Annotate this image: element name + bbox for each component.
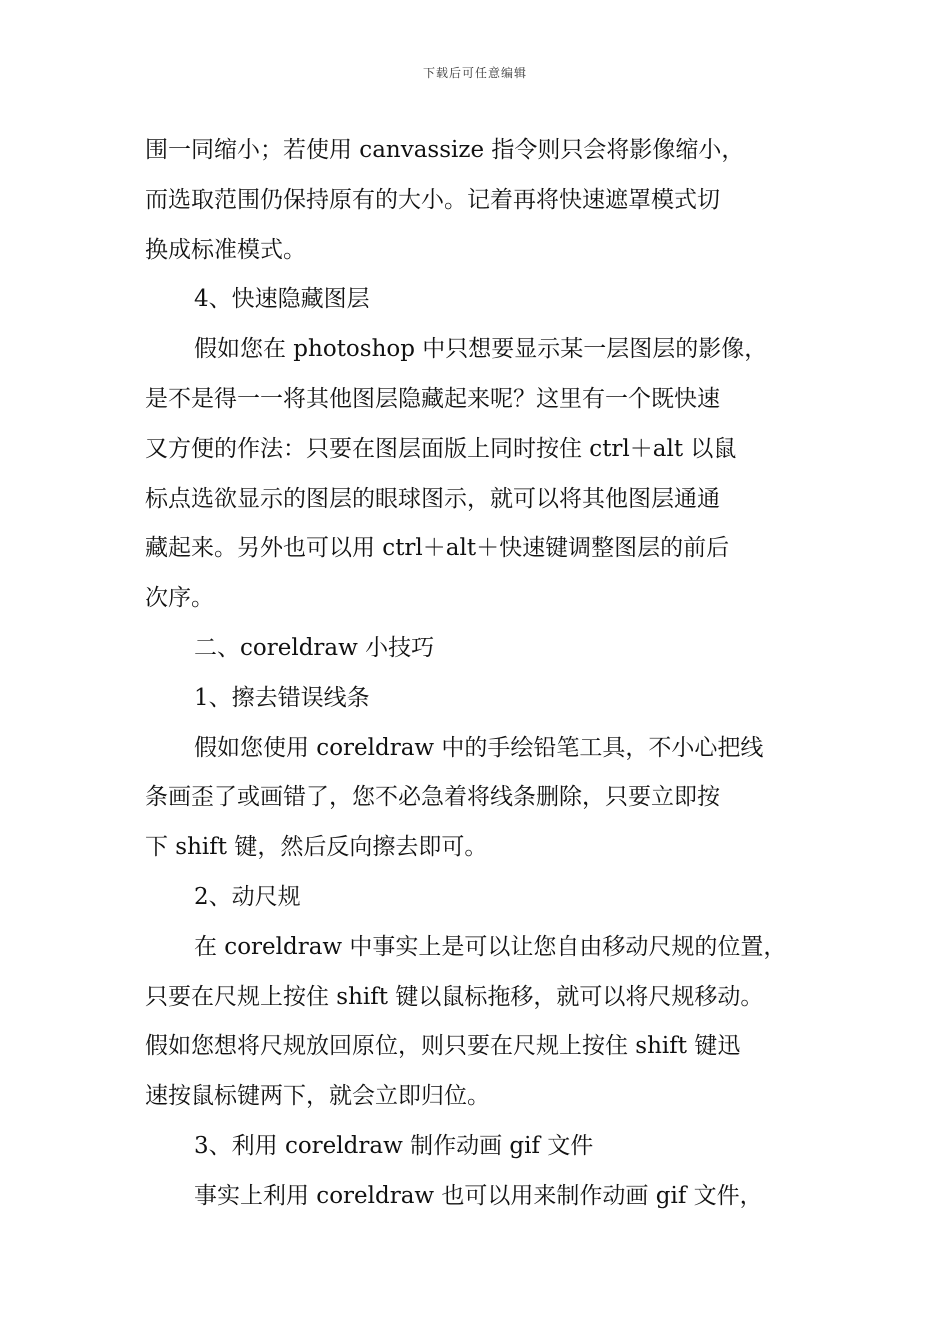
section-heading: 2、动尺规 [194,883,301,910]
text-line: 次序。 [145,585,214,612]
text-line: 条画歪了或画错了，您不必急着将线条删除，只要立即按 [145,784,720,811]
text-line: 换成标准模式。 [145,236,306,263]
text-line: 是不是得一一将其他图层隐藏起来呢？这里有一个既快速 [145,385,720,412]
text-line: 假如您想将尺规放回原位，则只要在尺规上按住 shift 键迅 [145,1033,741,1060]
text-line: 只要在尺规上按住 shift 键以鼠标拖移，就可以将尺规移动。 [145,983,764,1010]
text-line: 速按鼠标键两下，就会立即归位。 [145,1083,490,1110]
text-line: 又方便的作法：只要在图层面版上同时按住 ctrl＋alt 以鼠 [145,435,737,462]
body-text [145,126,835,1222]
text-line: 标点选欲显示的图层的眼球图示，就可以将其他图层通通 [145,485,720,512]
text-line: 假如您使用 coreldraw 中的手绘铅笔工具，不小心把线 [194,734,764,761]
text-line: 而选取范围仍保持原有的大小。记着再将快速遮罩模式切 [145,186,720,213]
text-line: 下 shift 键，然后反向擦去即可。 [145,834,488,861]
text-line: 在 coreldraw 中事实上是可以让您自由移动尺规的位置， [194,933,787,960]
section-heading: 1、擦去错误线条 [194,684,370,711]
text-line: 假如您在 photoshop 中只想要显示某一层图层的影像， [194,336,768,363]
text-line: 事实上利用 coreldraw 也可以用来制作动画 gif 文件， [194,1182,763,1209]
text-line: 围一同缩小；若使用 canvassize 指令则只会将影像缩小， [145,137,745,163]
section-heading: 二、coreldraw 小技巧 [194,634,435,661]
text-line: 藏起来。另外也可以用 ctrl＋alt＋快速键调整图层的前后 [145,535,730,562]
page-header: 下载后可任意编辑 [422,66,527,80]
section-heading: 4、快速隐藏图层 [194,286,370,313]
section-heading: 3、利用 coreldraw 制作动画 gif 文件 [194,1132,594,1159]
